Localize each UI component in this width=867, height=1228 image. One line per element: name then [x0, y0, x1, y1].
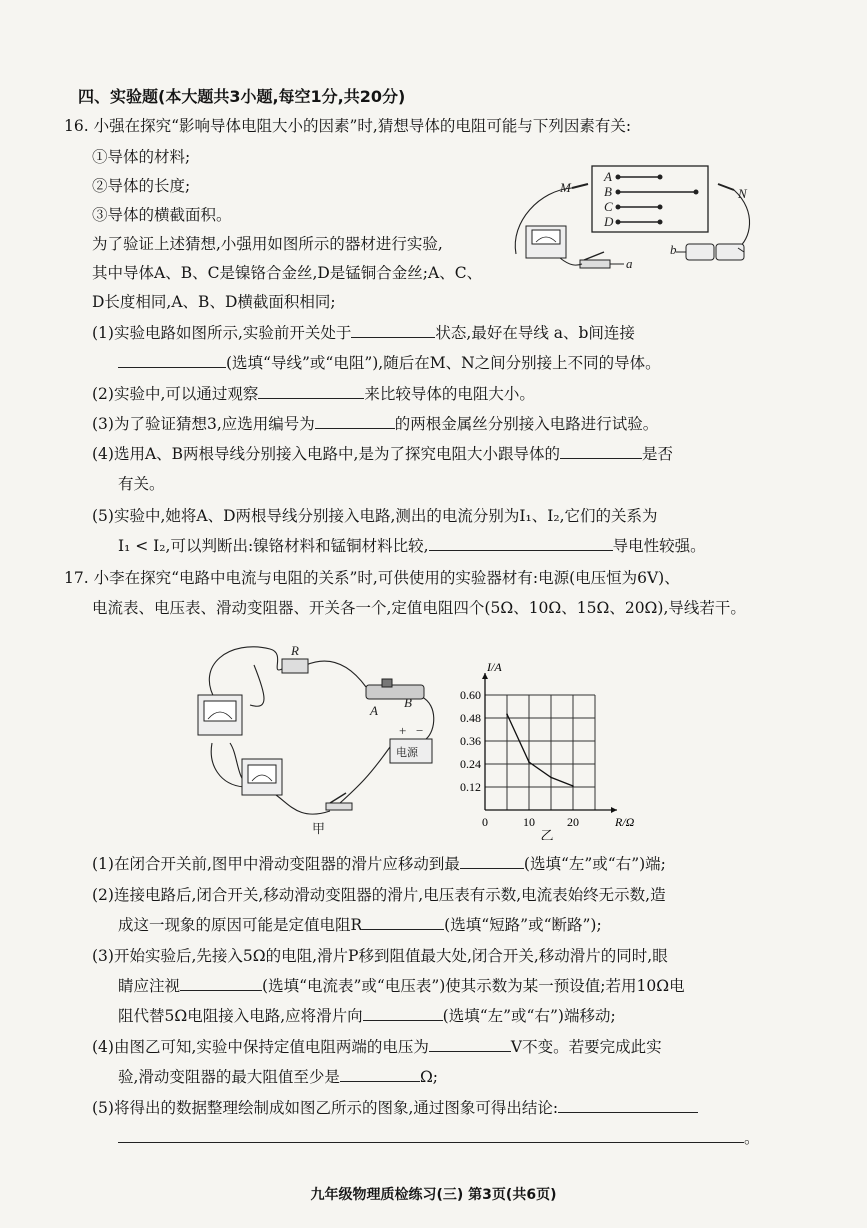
q16-part-2 — [92, 383, 535, 405]
y-tick-label: 0.12 — [460, 780, 481, 794]
q17-stem: 17. 小李在探究“电路中电流与电阻的关系”时,可供使用的实验器材有:电源(电压恒为6V)、 — [64, 569, 680, 587]
y-tick-label: 0.24 — [460, 757, 481, 771]
figure-jia-caption: 甲 — [312, 821, 326, 835]
q16-circuit-figure — [500, 162, 768, 290]
q16-4-blank[interactable] — [560, 444, 642, 459]
page-footer: 九年级物理质检练习(三) 第3页(共6页) — [310, 1187, 557, 1203]
q16-text: 为了验证上述猜想,小强用如图所示的器材进行实验, — [92, 235, 443, 253]
q16-part-1-text: (选填“导线”或“电阻”),随后在M、N之间分别接上不同的导体。 — [226, 354, 661, 372]
q17-part-1-text: (选填“左”或“右”)端; — [523, 855, 666, 873]
q17-part-4 — [92, 1036, 662, 1058]
battery-plus: + — [399, 723, 407, 738]
q17-part-4-text: Ω; — [419, 1068, 439, 1086]
data-point — [528, 761, 530, 763]
q17-part-4-text: 验,滑动变阻器的最大阻值至少是 — [118, 1068, 340, 1086]
y-tick-label: 0.48 — [460, 711, 481, 725]
y-axis-label: I/A — [487, 660, 502, 674]
terminal-label-a: a — [626, 256, 633, 271]
q16-2-blank[interactable] — [258, 384, 364, 399]
q17-part-3-text: 阻代替5Ω电阻接入电路,应将滑片向 — [118, 1007, 363, 1025]
series-line — [507, 714, 573, 786]
q17-part-3-cont2 — [118, 1005, 616, 1027]
q17-part-1 — [92, 853, 666, 875]
x-axis-label: R/Ω — [615, 815, 635, 829]
wire-label-d: D — [604, 214, 614, 229]
q16-factor-2: ②导体的长度; — [92, 177, 191, 195]
y-tick-label: 0.36 — [460, 734, 481, 748]
q16-part-1 — [92, 322, 635, 344]
q17-part-3-text: (选填“左”或“右”)端移动; — [442, 1007, 616, 1025]
q17-3-blank-b[interactable] — [363, 1006, 443, 1021]
q16-5-blank[interactable] — [429, 536, 613, 551]
q17-4-blank-a[interactable] — [429, 1037, 511, 1052]
q16-part-5: (5)实验中,她将A、D两根导线分别接入电路,测出的电流分别为I₁、I₂,它们的关系为 — [92, 507, 658, 525]
q16-part-4-text: 是否 — [641, 445, 673, 463]
wire-label-b: B — [604, 184, 612, 199]
q17-3-blank-a[interactable] — [180, 976, 262, 991]
data-point — [550, 777, 552, 779]
x-axis-arrow — [611, 807, 617, 813]
q16-text: 其中导体A、B、C是镍铬合金丝,D是锰铜合金丝;A、C、 — [92, 264, 483, 282]
q16-part-1-cont — [118, 352, 661, 374]
q16-part-1-text: (1)实验电路如图所示,实验前开关处于 — [92, 324, 352, 342]
q16-part-5-text: I₁ < I₂,可以判断出:镍铬材料和锰铜材料比较, — [118, 537, 429, 555]
terminal-label-b: b — [670, 242, 677, 257]
battery-minus: − — [416, 723, 424, 738]
clip-label-m: M — [560, 180, 571, 195]
q16-text: D长度相同,A、B、D横截面积相同; — [92, 293, 336, 311]
rheostat-label-a: A — [370, 703, 378, 718]
q16-part-2-text: (2)实验中,可以通过观察 — [92, 385, 259, 403]
q17-5-blank-a[interactable] — [558, 1098, 698, 1113]
q16-part-2-text: 来比较导体的电阻大小。 — [364, 385, 535, 403]
q17-part-5-end: 。 — [744, 1129, 760, 1147]
q17-part-3-text: 睛应注视 — [118, 977, 181, 995]
q16-part-5-cont — [118, 535, 706, 557]
q17-stem-cont: 电流表、电压表、滑动变阻器、开关各一个,定值电阻四个(5Ω、10Ω、15Ω、20Ω),导线若干。 — [92, 599, 746, 617]
q17-part-4-text: (4)由图乙可知,实验中保持定值电阻两端的电压为 — [92, 1038, 429, 1056]
q17-part-5 — [92, 1097, 698, 1119]
q17-part-2-text: 成这一现象的原因可能是定值电阻R — [118, 916, 363, 934]
q17-part-5-cont — [118, 1127, 760, 1149]
q17-5-blank-b[interactable] — [118, 1128, 744, 1143]
resistor-label: R — [291, 643, 299, 658]
q17-part-3-text: (选填“电流表”或“电压表”)使其示数为某一预设值;若用10Ω电 — [262, 977, 685, 995]
q17-part-2-text: (选填“短路”或“断路”); — [444, 916, 602, 934]
q17-part-2: (2)连接电路后,闭合开关,移动滑动变阻器的滑片,电压表有示数,电流表始终无示数,造 — [92, 886, 666, 904]
q17-4-blank-b[interactable] — [340, 1067, 420, 1082]
x-tick-label: 10 — [523, 815, 535, 829]
q16-1-blank-a[interactable] — [351, 323, 435, 338]
wire-label-a: A — [604, 169, 612, 184]
q16-part-3-text: (3)为了验证猜想3,应选用编号为 — [92, 415, 315, 433]
q17-part-2-cont — [118, 914, 602, 936]
rheostat-label-b: B — [404, 695, 412, 710]
x-tick-label: 20 — [567, 815, 579, 829]
q16-1-blank-b[interactable] — [118, 353, 226, 368]
battery-label: 电源 — [396, 746, 418, 759]
data-point — [572, 785, 574, 787]
q17-part-3-cont — [118, 975, 685, 997]
q17-2-blank[interactable] — [362, 915, 444, 930]
data-point — [506, 713, 508, 715]
q17-circuit-figure — [190, 635, 450, 835]
clip-label-n: N — [738, 186, 747, 201]
q16-part-4 — [92, 443, 673, 465]
wire-label-c: C — [604, 199, 613, 214]
q17-part-4-cont — [118, 1066, 438, 1088]
figure-yi-caption: 乙 — [540, 829, 554, 840]
q16-3-blank[interactable] — [315, 414, 395, 429]
q16-stem: 16. 小强在探究“影响导体电阻大小的因素”时,猜想导体的电阻可能与下列因素有关: — [64, 117, 632, 135]
q17-part-4-text: V不变。若要完成此实 — [510, 1038, 662, 1056]
q17-1-blank[interactable] — [460, 854, 524, 869]
q16-part-4-cont: 有关。 — [118, 475, 165, 493]
q16-part-1-text: 状态,最好在导线 a、b间连接 — [435, 324, 635, 342]
q16-part-3 — [92, 413, 658, 435]
x-tick-label: 0 — [482, 815, 488, 829]
q17-part-5-text: (5)将得出的数据整理绘制成如图乙所示的图象,通过图象可得出结论: — [92, 1099, 559, 1117]
q17-chart-yi — [445, 660, 645, 840]
section-title: 四、实验题(本大题共3小题,每空1分,共20分) — [78, 87, 406, 106]
q16-factor-1: ①导体的材料; — [92, 148, 191, 166]
q16-factor-3: ③导体的横截面积。 — [92, 206, 232, 224]
q16-part-5-text: 导电性较强。 — [612, 537, 706, 555]
q16-part-3-text: 的两根金属丝分别接入电路进行试验。 — [394, 415, 659, 433]
q16-part-4-text: (4)选用A、B两根导线分别接入电路中,是为了探究电阻大小跟导体的 — [92, 445, 560, 463]
y-tick-label: 0.60 — [460, 688, 481, 702]
q17-part-3: (3)开始实验后,先接入5Ω的电阻,滑片P移到阻值最大处,闭合开关,移动滑片的同时,眼 — [92, 947, 668, 965]
q17-part-1-text: (1)在闭合开关前,图甲中滑动变阻器的滑片应移动到最 — [92, 855, 460, 873]
